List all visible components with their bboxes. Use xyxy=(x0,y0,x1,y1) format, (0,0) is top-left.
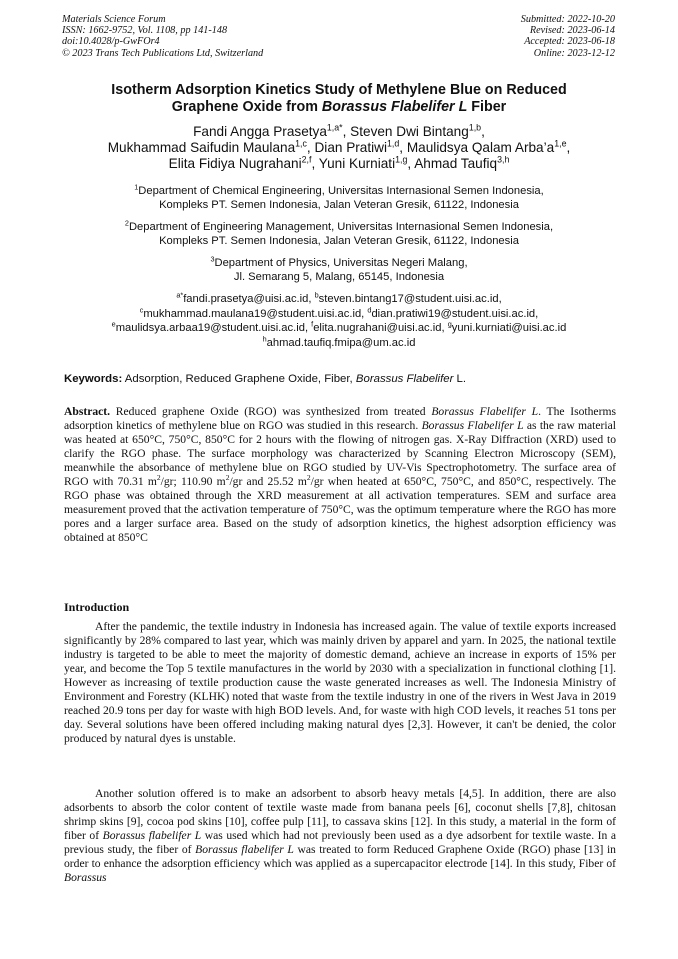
paragraph-species: Borassus xyxy=(64,871,107,885)
author-affil-sup: 1,d xyxy=(387,138,400,149)
paragraph-species: Borassus flabelifer L xyxy=(195,843,294,857)
author-sep: , xyxy=(311,156,319,171)
email-sup: e xyxy=(111,319,116,329)
abstract-species: Borassus Flabelifer L xyxy=(431,405,539,418)
abstract-text: /gr when heated at 650°C, 750°C, and 850°C, respectively. The RGO phase was obtained through the XRD measurement at all activation temperatures. SEM and surface area measurement proved that the activation temperature of 750°C, was the optimum temperature where the RGO has more pores and a larger surface area. Based on the study of adsorption kinetics, the highest adsorption efficiency was obtained at 850°C xyxy=(64,475,616,545)
author-list xyxy=(30,124,648,172)
title-text: Graphene Oxide from xyxy=(171,99,322,115)
keywords-label: Keywords: xyxy=(64,373,123,385)
title-line-1: Isotherm Adsorption Kinetics Study of Methylene Blue on Reduced xyxy=(111,82,567,98)
affiliation-address: Jl. Semarang 5, Malang, 65145, Indonesia xyxy=(233,271,445,283)
affiliation-number: 1 xyxy=(134,182,139,192)
author-name: Mukhammad Saifudin Maulana xyxy=(107,140,296,155)
author-sep: , xyxy=(407,156,415,171)
email-address[interactable]: ahmad.taufiq.fmipa@um.ac.id xyxy=(266,336,416,349)
author-sep: , xyxy=(399,140,407,155)
author-sep: , xyxy=(306,140,315,155)
affiliation-1 xyxy=(30,184,648,212)
keywords-species: Borassus Flabelifer xyxy=(355,373,454,385)
affiliation-2 xyxy=(30,220,648,248)
affiliation-number: 2 xyxy=(124,218,129,228)
journal-name: Materials Science Forum xyxy=(62,14,166,25)
submitted-date: Submitted: 2022-10-20 xyxy=(520,14,615,25)
introduction-paragraph-1: After the pandemic, the textile industry in Indonesia has increased again. The value of textile exports increased significantly by 28% compared to last year, which was mainly driven by apparel and yarn. In 2025, the national textile industry is targeted to be able to meet the majority of domestic demand, achieve an increase in exports of 15% per year, and become the Top 5 textile manufactures in the world by 2030 with a specialization in functional clothing [1]. However as increasing of textile production cause the waste generated increases as well. The Indonesia Ministry of Environment and Forestry (KLHK) noted that waste from the textile industry in one of the rivers in West Java in 2019 reached 20.9 tons per day for waste with high BOD levels. And, for waste with high COD levels, it reaches 51 tons per day. Several solutions have been offered including making natural dyes [2,3]. However, it can't be denied, the color produced by natural dyes is unstable. xyxy=(64,620,616,746)
affiliation-line xyxy=(30,220,648,234)
paper-title xyxy=(40,82,638,116)
author-affil-sup: 1,e xyxy=(554,138,567,149)
email-address[interactable]: yuni.kurniati@uisi.ac.id xyxy=(451,322,567,334)
affiliation-3 xyxy=(30,256,648,284)
title-line-2 xyxy=(40,99,638,116)
email-line-3: $^e$maulidsya.arbaa19@student.uisi.ac.id, $^f$elita.nugrahani@uisi.ac.id, $^g$yuni.kurniati@uisi.ac.id xyxy=(111,319,567,334)
affiliation-address: Kompleks PT. Semen Indonesia, Jalan Veteran Gresik, 61122, Indonesia xyxy=(159,235,519,247)
journal-issn: ISSN: 1662-9752, Vol. 1108, pp 141-148 xyxy=(62,25,228,37)
paragraph-text: Another solution offered is to make an adsorbent to absorb heavy metals [4,5]. In addition, there are also adsorbents to absorb the color content of textile waste made from banana peels [6], coconut shells [7,8], chitosan shrimp skins [9], cocoa pod skins [10], coffee pulp [11], to cassava skins [12]. In this study, a material in the form of fiber of xyxy=(64,787,616,843)
affiliation-address: Kompleks PT. Semen Indonesia, Jalan Veteran Gresik, 61122, Indonesia xyxy=(159,199,519,211)
author-name: Fandi Angga Prasetya xyxy=(193,124,327,139)
email-line-4 xyxy=(20,333,658,351)
abstract-text: as the raw material was heated at 650°C, 750°C, 850°C for 2 hours with the flowing of nitrogen gas. X-Ray Diffraction (XRD) used to clarify the RGO phase. The surface morphology was characterized by Scanning Electron Microscopy (SEM), meanwhile the absorbance of methylene blue on RGO studied by UV-Vis Spectrophotometry. The surface area of RGO with 70.31 m xyxy=(64,419,616,489)
author-name: Elita Fidiya Nugrahani xyxy=(168,156,302,171)
author-affil-sup: 1,g xyxy=(395,154,408,165)
email-line-1: $^{a*}$fandi.prasetya@uisi.ac.id, $^b$steven.bintang17@student.uisi.ac.id, xyxy=(176,290,502,305)
abstract-sup: 2 xyxy=(306,473,311,483)
author-name: Dian Pratiwi xyxy=(314,140,388,155)
email-address[interactable]: maulidsya.arbaa19@student.uisi.ac.id xyxy=(115,322,305,334)
title-species: Borassus Flabelifer L xyxy=(321,99,468,115)
author-sep: , xyxy=(342,124,351,139)
affiliation-text: Department of Physics, Universitas Negeri Malang, xyxy=(214,257,468,269)
email-sup: f xyxy=(311,319,314,329)
email-address[interactable]: elita.nugrahani@uisi.ac.id xyxy=(313,322,442,334)
email-address[interactable]: dian.pratiwi19@student.uisi.ac.id xyxy=(371,307,536,320)
author-sep: , xyxy=(566,140,571,155)
accepted-date: Accepted: 2023-06-18 xyxy=(524,36,615,48)
author-affil-sup: 3,h xyxy=(497,154,510,165)
email-sup: a* xyxy=(176,290,184,300)
affiliation-number: 3 xyxy=(210,254,215,264)
abstract-label: Abstract. xyxy=(64,405,111,418)
revised-date: Revised: 2023-06-14 xyxy=(529,25,615,37)
journal-doi: doi:10.4028/p-GwFOr4 xyxy=(62,36,160,48)
journal-header xyxy=(62,14,263,59)
online-date: Online: 2023-12-12 xyxy=(533,47,615,59)
abstract xyxy=(64,405,616,545)
keywords-end: L. xyxy=(453,373,467,385)
abstract-text: /gr; 110.90 m xyxy=(160,475,226,489)
journal-copyright: © 2023 Trans Tech Publications Ltd, Switzerland xyxy=(62,47,264,59)
email-sup: b xyxy=(314,290,319,300)
author-name: Steven Dwi Bintang xyxy=(350,124,469,139)
email-sup: c xyxy=(139,304,144,314)
email-sup: d xyxy=(367,304,372,314)
abstract-text: /gr and 25.52 m xyxy=(229,475,307,489)
abstract-sup: 2 xyxy=(225,473,230,483)
paragraph-text: was used which had not previously been used as a dye adsorbent for textile waste. In a previous study, the fiber of xyxy=(64,829,616,857)
introduction-heading: Introduction xyxy=(64,600,130,614)
author-name: Ahmad Taufiq xyxy=(414,156,498,171)
author-line-2 xyxy=(30,140,648,156)
introduction-paragraph-2 xyxy=(64,787,616,885)
abstract-text: Reduced graphene Oxide (RGO) was synthesized from treated xyxy=(110,405,432,418)
dates-header xyxy=(521,14,615,59)
email-address[interactable]: mukhammad.maulana19@student.uisi.ac.id xyxy=(143,307,362,320)
author-name: Yuni Kurniati xyxy=(318,156,396,171)
title-text-end: Fiber xyxy=(467,99,507,115)
affiliation-line xyxy=(30,184,648,198)
email-sup: h xyxy=(262,333,267,343)
affiliation-text: Department of Chemical Engineering, Universitas Internasional Semen Indonesia, xyxy=(138,185,544,197)
email-sup: g xyxy=(447,319,452,329)
keywords-text: Adsorption, Reduced Graphene Oxide, Fiber, xyxy=(122,373,356,385)
email-address[interactable]: steven.bintang17@student.uisi.ac.id xyxy=(318,293,499,305)
paragraph-text: was treated to form Reduced Graphene Oxide (RGO) phase [13] in order to enhance the adsorption efficiency which was applied as a supercapacitor electrode [14]. In this study, Fiber of xyxy=(64,843,616,871)
author-affil-sup: 1,b xyxy=(468,122,482,133)
email-address[interactable]: fandi.prasetya@uisi.ac.id xyxy=(183,293,309,305)
author-affil-sup: 1,c xyxy=(295,138,307,149)
affiliation-line xyxy=(30,256,648,270)
email-line-2: $^c$mukhammad.maulana19@student.uisi.ac.id, $^d$dian.pratiwi19@student.uisi.ac.id, xyxy=(139,304,539,320)
author-affil-sup: 1,a* xyxy=(326,122,343,133)
author-line-3 xyxy=(30,156,648,172)
author-sep: , xyxy=(481,124,485,139)
abstract-species: Borassus Flabelifer L xyxy=(421,419,524,433)
author-name: Maulidsya Qalam Arba’a xyxy=(406,140,555,155)
affiliation-text: Department of Engineering Management, Universitas Internasional Semen Indonesia, xyxy=(128,221,554,233)
email-list xyxy=(20,292,658,350)
keywords xyxy=(64,372,616,386)
abstract-text: . The Isotherms adsorption kinetics of methylene blue on RGO was studied in this research. xyxy=(64,405,616,433)
paragraph-species: Borassus flabelifer L xyxy=(102,829,202,843)
author-affil-sup: 2,f xyxy=(301,154,312,165)
abstract-sup: 2 xyxy=(156,473,161,483)
